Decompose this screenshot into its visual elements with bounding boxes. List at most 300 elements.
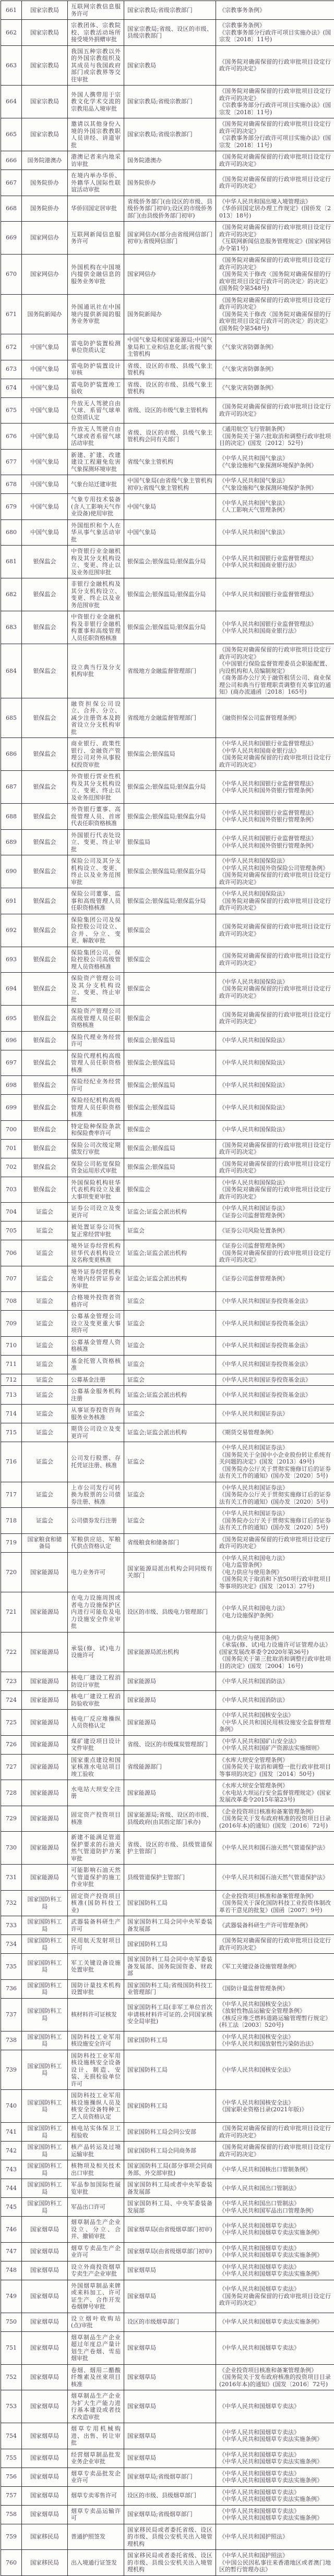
cell-implementing-agency: 国家能源局;省级、设区的市级、县级政府(由其指定部门承办): [124, 1806, 216, 1832]
cell-item-number: 666: [1, 151, 22, 170]
cell-legal-basis: [216, 170, 334, 196]
legal-basis-entry: 《中华人民共和国烟草专卖法》: [219, 2489, 331, 2496]
cell-implementing-agency: 银保监会;银保监局;银保监分局: [124, 804, 216, 830]
cell-item-number: 719: [1, 1533, 22, 1552]
cell-implementing-agency: 国家能源局: [124, 1672, 216, 1691]
cell-item-number: 679: [1, 494, 22, 520]
cell-item-name: 非银行金融机构及其分支机构设立、变更、终止以及业务范围审批: [68, 578, 124, 611]
cell-legal-basis: [216, 1998, 334, 2031]
table-row: [1, 424, 334, 450]
cell-legal-basis: [216, 1120, 334, 1139]
cell-item-name: 外国组织和个人在华从事气象活动审批: [68, 519, 124, 546]
cell-item-number: 742: [1, 2142, 22, 2160]
table-row: [1, 1916, 334, 1935]
cell-legal-basis: [216, 2524, 334, 2550]
legal-basis-entry: 《中华人民共和国证券法》: [219, 1410, 331, 1418]
cell-item-number: 671: [1, 294, 22, 334]
cell-item-name: 烟草专卖品生产企业许可: [68, 2242, 124, 2261]
cell-department: 国务院新闻办: [22, 294, 68, 334]
cell-legal-basis: [216, 644, 334, 698]
legal-basis-entry: 《宗教事务条例》: [219, 22, 331, 29]
cell-department: 银保监会: [22, 1006, 68, 1032]
cell-legal-basis: [216, 1935, 334, 1954]
table-row: [1, 2364, 334, 2390]
cell-item-name: 设立典当行及分支机构审批: [68, 644, 124, 698]
cell-implementing-agency: 银保监会: [124, 973, 216, 1006]
cell-legal-basis: [216, 2364, 334, 2390]
table-row: [1, 1780, 334, 1806]
cell-item-number: 699: [1, 1095, 22, 1121]
table-row: [1, 1050, 334, 1076]
legal-basis-entry: 《国防计量监督管理条例》: [219, 1985, 331, 1992]
cell-implementing-agency: 省级、设区的市级气象主管机构: [124, 397, 216, 424]
table-row: [1, 45, 334, 86]
cell-item-number: 683: [1, 611, 22, 644]
legal-basis-entry: 《互联网新闻信息服务管理规定》(国家网信办令第1号): [219, 238, 331, 252]
legal-basis-entry: 《中华人民共和国银行业监督管理法》: [219, 555, 331, 562]
cell-item-number: 738: [1, 2031, 22, 2050]
cell-department: 中国气象局: [22, 424, 68, 450]
cell-item-number: 689: [1, 829, 22, 855]
table-row: [1, 771, 334, 804]
legal-basis-entry: 《国务院关于第六批取消和调整行政审批项目的决定》(国发〔2012〕52号): [219, 433, 331, 447]
cell-department: 国家移民局: [22, 2524, 68, 2550]
cell-department: 国家国防科工局: [22, 1935, 68, 1954]
cell-item-number: 690: [1, 855, 22, 888]
cell-department: 国家烟草局: [22, 2390, 68, 2423]
table-row: [1, 1592, 334, 1632]
table-row: [1, 1672, 334, 1691]
cell-item-number: 678: [1, 475, 22, 494]
cell-implementing-agency: 设区的市级烟草部门: [124, 2313, 216, 2331]
cell-item-number: 724: [1, 1691, 22, 1710]
cell-legal-basis: [216, 2090, 334, 2123]
cell-department: 国务院侨办: [22, 170, 68, 196]
cell-item-name: 邀请以其他身份入境的外国宗教教职人员讲经、讲道审批: [68, 118, 124, 151]
cell-implementing-agency: 银保监会: [124, 914, 216, 947]
legal-basis-entry: 《华侨回国定居办理工作规定》(国侨发〔2013〕18号): [219, 205, 331, 219]
cell-item-number: 729: [1, 1806, 22, 1832]
legal-basis-entry: 《国务院对确需保留的行政审批项目设定行政许可的决定》: [219, 646, 331, 660]
cell-department: 国家能源局: [22, 1865, 68, 1891]
cell-item-number: 710: [1, 1336, 22, 1355]
legal-basis-entry: 《中华人民共和国证券投资基金法》: [219, 1376, 331, 1384]
cell-item-name: 外国保险机构驻华代表机构设立及重大事项变更审批: [68, 1177, 124, 1203]
table-row: [1, 947, 334, 973]
cell-department: 中国气象局: [22, 519, 68, 546]
legal-basis-entry: 《中华人民共和国护照法》: [219, 2552, 331, 2559]
cell-item-name: 特定险种保险条款和保险费率许可: [68, 1120, 124, 1139]
cell-implementing-agency: 国家宗教局;省级、设区的市级、县级宗教部门: [124, 20, 216, 46]
table-row: [1, 1632, 334, 1672]
cell-legal-basis: [216, 222, 334, 255]
cell-item-number: 703: [1, 1177, 22, 1203]
cell-legal-basis: [216, 2242, 334, 2261]
cell-item-name: 固定资产投资项目核准(国防科技工业): [68, 1890, 124, 1916]
table-row: [1, 888, 334, 914]
cell-implementing-agency: 国家宗教局: [124, 45, 216, 86]
legal-basis-entry: 《中华人民共和国核出口管制条例》: [219, 2166, 331, 2173]
cell-implementing-agency: 国家能源局派出机构: [124, 1632, 216, 1672]
cell-item-name: 军工关键设备设施处置审批: [68, 1954, 124, 1980]
cell-item-number: 737: [1, 1998, 22, 2031]
table-row: [1, 1482, 334, 1508]
cell-implementing-agency: 银保监会;银保监局: [124, 1095, 216, 1121]
legal-basis-entry: 《中华人民共和国消防法》: [219, 1697, 331, 1704]
legal-basis-entry: 《核反应堆乏燃料道路运输管理暂行规定》(科工法〔2003〕520号): [219, 2015, 331, 2029]
cell-legal-basis: [216, 2468, 334, 2486]
cell-item-number: 709: [1, 1311, 22, 1337]
cell-department: 中国气象局: [22, 334, 68, 360]
cell-department: 银保监会: [22, 1158, 68, 1177]
cell-implementing-agency: 省级能源部门: [124, 1754, 216, 1780]
cell-department: 国家粮食和储备局: [22, 1533, 68, 1552]
table-row: [1, 1533, 334, 1552]
cell-department: 证监会: [22, 1203, 68, 1222]
cell-department: 国务院侨办: [22, 196, 68, 222]
cell-implementing-agency: 证监会: [124, 1222, 216, 1240]
cell-legal-basis: [216, 1076, 334, 1095]
legal-basis-entry: 《中华人民共和国银行业监督管理法》: [219, 591, 331, 598]
cell-legal-basis: [216, 494, 334, 520]
cell-department: 国家烟草局: [22, 2331, 68, 2364]
cell-legal-basis: [216, 771, 334, 804]
table-row: [1, 1158, 334, 1177]
cell-implementing-agency: 县级管道保护主管部门: [124, 1865, 216, 1891]
table-row: [1, 644, 334, 698]
cell-implementing-agency: 证监会: [124, 1355, 216, 1374]
legal-basis-entry: 《中华人民共和国证券法》: [219, 1444, 331, 1452]
legal-basis-entry: 《中华人民共和国核安全法》: [219, 2034, 331, 2041]
cell-item-number: 750: [1, 2313, 22, 2331]
cell-item-number: 708: [1, 1292, 22, 1311]
cell-item-name: 在境内举办华侨、外籍华人国际性联谊活动审批: [68, 170, 124, 196]
cell-legal-basis: [216, 20, 334, 46]
table-row: [1, 294, 334, 334]
cell-item-name: 民用航天发射项目许可: [68, 1935, 124, 1954]
cell-legal-basis: [216, 397, 334, 424]
legal-basis-entry: 《国务院关于全国中小企业股份转让系统有关问题的决定》(国发〔2013〕49号): [219, 1452, 331, 1466]
legal-basis-entry: 《中华人民共和国商业银行法》: [219, 627, 331, 635]
cell-implementing-agency: 银保监会: [124, 1006, 216, 1032]
cell-implementing-agency: 省级、设区的市级、县级气象主管机构: [124, 360, 216, 379]
cell-implementing-agency: 中国气象局(由省级气象主管机构初审);省级气象主管机构: [124, 475, 216, 494]
cell-item-name: 互联网新闻信息服务许可: [68, 222, 124, 255]
cell-legal-basis: [216, 1552, 334, 1592]
cell-item-number: 760: [1, 2550, 22, 2576]
legal-basis-entry: 《中华人民共和国银行业监督管理法》: [219, 621, 331, 628]
legal-basis-entry: 《中华人民共和国证券法》: [219, 1484, 331, 1492]
table-row: [1, 1552, 334, 1592]
cell-department: 证监会: [22, 1292, 68, 1311]
legal-basis-entry: 《中华人民共和国商业银行法》: [219, 562, 331, 569]
legal-basis-entry: 《企业投资项目核准和备案管理条例》: [219, 1893, 331, 1900]
legal-basis-entry: 《国务院对确需保留的行政审批项目设定行政许可的决定》: [219, 120, 331, 135]
legal-basis-entry: 《国务院关于修改〈国务院对确需保留的行政审批项目设定行政许可的决定〉的决定》(国务院令第548号): [219, 311, 331, 332]
cell-implementing-agency: 省级地方金融监督管理部门: [124, 644, 216, 698]
cell-legal-basis: [216, 334, 334, 360]
table-row: [1, 2198, 334, 2217]
cell-legal-basis: [216, 1754, 334, 1780]
legal-basis-entry: 《国务院对确需保留的行政审批项目设定行政许可的决定》: [219, 1160, 331, 1175]
cell-department: 银保监会: [22, 855, 68, 888]
legal-basis-entry: 《中华人民共和国烟草专卖法》: [219, 2245, 331, 2252]
cell-department: 银保监会: [22, 1120, 68, 1139]
cell-department: 银保监会: [22, 1031, 68, 1050]
cell-implementing-agency: 国家烟草局: [124, 2449, 216, 2468]
cell-item-name: 保险资产管理公司及其分支机构设立、变更、终止审批: [68, 973, 124, 1006]
legal-basis-entry: 《中华人民共和国保险法》: [219, 1037, 331, 1044]
legal-basis-entry: 《中华人民共和国保险法》: [219, 890, 331, 898]
table-row: [1, 1954, 334, 1980]
cell-implementing-agency: 国家烟草局: [124, 2261, 216, 2280]
table-row: [1, 1, 334, 20]
legal-basis-entry: 《中华人民共和国外资保险公司管理条例》: [219, 865, 331, 872]
cell-implementing-agency: 国家宗教局;省级宗教部门: [124, 1, 216, 20]
cell-item-name: 烟草专卖品运输许可: [68, 2505, 124, 2524]
table-row: [1, 519, 334, 546]
legal-basis-entry: 《中华人民共和国气象法》: [219, 500, 331, 507]
cell-legal-basis: [216, 1203, 334, 1222]
cell-item-name: 烟草制品生产企业设立、分立、合并、撤销审批: [68, 2217, 124, 2243]
legal-basis-entry: 《中华人民共和国烟草专卖法实施条例》: [219, 2252, 331, 2259]
cell-legal-basis: [216, 2505, 334, 2524]
legal-basis-entry: 《国务院对确需保留的行政审批项目设定行政许可的决定》: [219, 224, 331, 238]
legal-basis-entry: 《国务院对确需保留的行政审批项目设定行政许可的决定》: [219, 1536, 331, 1550]
legal-basis-entry: 《电力供应与使用条例》: [219, 1635, 331, 1642]
cell-department: 国家国防科工局: [22, 2123, 68, 2142]
table-row: [1, 475, 334, 494]
cell-legal-basis: [216, 2160, 334, 2179]
cell-implementing-agency: 国家烟草局: [124, 2280, 216, 2313]
cell-item-number: 757: [1, 2486, 22, 2505]
table-row: [1, 2390, 334, 2423]
cell-department: 银保监会: [22, 1095, 68, 1121]
cell-item-number: 721: [1, 1592, 22, 1632]
legal-basis-entry: 《国务院办公厅关于贯彻实施修订后的证券法有关工作的通知》(国办发〔2020〕5号): [219, 1491, 331, 1505]
legal-basis-entry: 《国务院对确需保留的行政审批项目设定行政许可的决定》: [219, 257, 331, 271]
legal-basis-entry: 《中华人民共和国出口管制法》: [219, 2185, 331, 2192]
legal-basis-entry: 《中华人民共和国烟草专卖法实施条例》: [219, 2496, 331, 2503]
cell-item-number: 728: [1, 1780, 22, 1806]
cell-item-name: 国家重点建设和国家核准水电站项目竣工验收: [68, 1754, 124, 1780]
table-row: [1, 1865, 334, 1891]
cell-implementing-agency: 国家宗教局;省级宗教部门: [124, 118, 216, 151]
cell-legal-basis: [216, 2179, 334, 2198]
cell-legal-basis: [216, 379, 334, 397]
legal-basis-entry: 《中华人民共和国证券投资基金法》: [219, 1320, 331, 1327]
cell-department: 证监会: [22, 1482, 68, 1508]
table-row: [1, 118, 334, 151]
table-row: [1, 2550, 334, 2576]
cell-department: 证监会: [22, 1222, 68, 1240]
legal-basis-entry: 《气象灾害防御条例》: [219, 384, 331, 392]
cell-item-name: 升放无人驾驶自由气球、系留气球单位资质认定: [68, 397, 124, 424]
cell-legal-basis: [216, 2390, 334, 2423]
cell-item-number: 681: [1, 546, 22, 578]
table-row: [1, 86, 334, 118]
cell-item-name: 港澳记者来内地采访审批: [68, 151, 124, 170]
cell-item-name: 军品参加国际性展览审批: [68, 2179, 124, 2198]
legal-basis-entry: 《国务院对确需保留的行政审批项目设定行政许可的决定》: [219, 754, 331, 768]
cell-legal-basis: [216, 973, 334, 1006]
cell-implementing-agency: 银保监会: [124, 947, 216, 973]
legal-basis-entry: 《气象设施和气象探测环境保护条例》: [219, 462, 331, 469]
legal-basis-entry: 《中华人民共和国核安全法》: [219, 2099, 331, 2107]
cell-implementing-agency: 国务院侨办: [124, 170, 216, 196]
legal-basis-entry: 《期货交易管理条例》: [219, 1429, 331, 1436]
cell-item-name: 公募基金管理人资格核准: [68, 1336, 124, 1355]
cell-item-name: 互联网宗教信息服务许可: [68, 1, 124, 20]
cell-implementing-agency: 国家国防科工局(部分事项会同商务部、外交部审批): [124, 2160, 216, 2179]
table-row: [1, 1890, 334, 1916]
cell-implementing-agency: 国家国防科工局: [124, 2050, 216, 2090]
cell-implementing-agency: 省级气象主管机构: [124, 449, 216, 475]
cell-department: 证监会: [22, 1386, 68, 1405]
cell-implementing-agency: 省级、设区的市级、县级管道保护主管部门: [124, 1832, 216, 1865]
cell-item-number: 670: [1, 255, 22, 295]
cell-implementing-agency: 证监会: [124, 1374, 216, 1386]
cell-item-name: 气象专用技术装备(含人工影响天气作业设备)使用审批: [68, 494, 124, 520]
cell-department: 国家烟草局: [22, 2217, 68, 2243]
cell-legal-basis: [216, 1442, 334, 1482]
cell-item-name: 外国人携带用于宗教文化学术交流的宗教用品入境审批: [68, 86, 124, 118]
cell-item-name: 普通护照签发: [68, 2524, 124, 2550]
legal-basis-entry: 《放射性物品运输安全管理条例》: [219, 2007, 331, 2015]
cell-department: 银保监会: [22, 698, 68, 738]
table-row: [1, 829, 334, 855]
cell-implementing-agency: 国家烟草局;省级烟草部门: [124, 2468, 216, 2486]
cell-item-name: 外国通讯社在中国境内提供新闻的服务业务审批: [68, 294, 124, 334]
cell-legal-basis: [216, 855, 334, 888]
cell-implementing-agency: 国家烟草局: [124, 2331, 216, 2364]
legal-basis-entry: 《中华人民共和国证券法》: [219, 1510, 331, 1517]
legal-basis-entry: 《证券公司监督管理条例》: [219, 1242, 331, 1250]
cell-item-number: 713: [1, 1386, 22, 1405]
cell-implementing-agency: 银保监会;银保监局;银保监分局: [124, 578, 216, 611]
cell-implementing-agency: 银保监局: [124, 829, 216, 855]
cell-implementing-agency: 国家网信办: [124, 255, 216, 295]
legal-basis-entry: 《国务院对确需保留的行政审批项目设定行政许可的决定》: [219, 1186, 331, 1200]
cell-legal-basis: [216, 2423, 334, 2449]
legal-basis-entry: 《中华人民共和国气象法》: [219, 477, 331, 485]
legal-basis-entry: 《水库大坝安全管理条例》: [219, 1757, 331, 1764]
cell-department: 国家烟草局: [22, 2242, 68, 2261]
cell-implementing-agency: 国务院新闻办: [124, 294, 216, 334]
cell-implementing-agency: 证监会: [124, 1508, 216, 1534]
legal-basis-entry: 《中华人民共和国保险法》: [219, 1179, 331, 1187]
cell-implementing-agency: 证监会: [124, 1336, 216, 1355]
cell-implementing-agency: 银保监会;银保监局: [124, 1139, 216, 1158]
cell-department: 国家国防科工局: [22, 2160, 68, 2179]
legal-basis-entry: 《国务院关于取消和调整一批行政审批项目等事项的决定》(国发〔2014〕50号): [219, 1763, 331, 1777]
legal-basis-entry: 《中华人民共和国银行业监督管理法》: [219, 809, 331, 817]
table-row: [1, 2050, 334, 2090]
table-row: [1, 1355, 334, 1374]
cell-item-name: 上市公司发行可转换为股票的公司债券注册、核准: [68, 1482, 124, 1508]
cell-implementing-agency: 中国气象局: [124, 494, 216, 520]
table-row: [1, 1203, 334, 1222]
legal-basis-entry: 《中华人民共和国烟草专卖法》: [219, 2403, 331, 2410]
cell-item-number: 717: [1, 1482, 22, 1508]
cell-legal-basis: [216, 151, 334, 170]
cell-item-name: 被处置证券公司恢复正常经营审批: [68, 1222, 124, 1240]
legal-basis-entry: 《水电站大坝运行安全监督管理规定》(国家发展改革委令2015年第23号): [219, 1789, 331, 1804]
legal-basis-entry: 《中华人民共和国保险法》: [219, 1126, 331, 1133]
cell-item-name: 外国机构在中国境内提供金融信息的服务业务审批: [68, 255, 124, 295]
cell-item-name: 从事证券投资咨询服务业务核准: [68, 1405, 124, 1423]
legal-basis-entry: 《中华人民共和国外资银行管理条例》: [219, 816, 331, 824]
cell-implementing-agency: 国家能源局: [124, 1710, 216, 1736]
cell-item-number: 751: [1, 2331, 22, 2364]
cell-implementing-agency: 国家能源局派出机构会同同级有关部门: [124, 1552, 216, 1592]
cell-implementing-agency: 国家能源局: [124, 1780, 216, 1806]
table-row: [1, 2160, 334, 2179]
cell-department: 国家烟草局: [22, 2313, 68, 2331]
legal-basis-entry: 《国务院办公厅关于贯彻实施修订后的证券法有关工作的通知》(国办发〔2020〕5号): [219, 1517, 331, 1531]
cell-implementing-agency: 设区的市级、县级烟草部门: [124, 2486, 216, 2505]
cell-item-number: 740: [1, 2090, 22, 2123]
cell-department: 国家国防科工局: [22, 1998, 68, 2031]
legal-basis-entry: 《电力供应与使用条例》: [219, 1569, 331, 1576]
cell-item-number: 747: [1, 2242, 22, 2261]
table-row: [1, 1754, 334, 1780]
cell-department: 银保监会: [22, 947, 68, 973]
legal-basis-entry: 《国务院对确需保留的行政审批项目设定行政许可的决定》: [219, 88, 331, 102]
cell-item-number: 725: [1, 1710, 22, 1736]
cell-department: 银保监会: [22, 914, 68, 947]
table-row: [1, 1240, 334, 1266]
legal-basis-entry: 《国务院对确需保留的行政审批项目设定行政许可的决定》: [219, 923, 331, 937]
table-row: [1, 1095, 334, 1121]
cell-item-name: 我国五种宗教以外的外国宗教组织及其成员与我国政府部门或宗教界等交往审批: [68, 45, 124, 86]
legal-basis-entry: 《中华人民共和国核安全法》: [219, 2066, 331, 2074]
cell-item-name: 水电站大坝安全注册: [68, 1780, 124, 1806]
legal-basis-entry: 《商务部办公厅关于融资租赁公司、商业保理公司和典当行管理职责调整有关事宜的通知》(商办流通函〔2018〕165号): [219, 674, 331, 696]
cell-department: 国家国防科工局: [22, 2179, 68, 2198]
legal-basis-entry: 《中华人民共和国证券投资基金法》: [219, 1361, 331, 1368]
table-row: [1, 2423, 334, 2449]
cell-item-name: 烟草制品生产企业超过年度总产量计划生产卷烟、雪茄烟审批: [68, 2331, 124, 2364]
cell-implementing-agency: 银保监会;银保监局;银保监分局: [124, 546, 216, 578]
cell-legal-basis: [216, 1979, 334, 1998]
cell-department: 银保监会: [22, 1076, 68, 1095]
table-row: [1, 2142, 334, 2160]
legal-basis-entry: 《国务院办公厅关于贯彻实施修订后的证券法有关工作的通知》(国办发〔2020〕5号): [219, 1466, 331, 1480]
cell-legal-basis: [216, 1423, 334, 1442]
cell-department: 国家宗教局: [22, 45, 68, 86]
cell-legal-basis: [216, 804, 334, 830]
legal-basis-entry: 《气象灾害防御条例》: [219, 366, 331, 373]
table-row: [1, 2468, 334, 2486]
cell-department: 中国气象局: [22, 449, 68, 475]
legal-basis-entry: 《国家职业资格目录(2021年版)》: [219, 2106, 331, 2113]
cell-item-number: 711: [1, 1355, 22, 1374]
cell-implementing-agency: 国家国防科工局;省级国防科技工业管理部门: [124, 1979, 216, 1998]
cell-legal-basis: [216, 1177, 334, 1203]
table-row: [1, 255, 334, 295]
cell-legal-basis: [216, 2331, 334, 2364]
legal-basis-entry: 《国务院对确需保留的行政审批项目设定行政许可的决定》: [219, 153, 331, 167]
table-row: [1, 738, 334, 771]
cell-item-name: 保险集团公司及保险控股公司设立、合并、分立、变更、解散审批: [68, 914, 124, 947]
table-row: [1, 2242, 334, 2261]
cell-item-name: 保险公司次级定期债发行审批: [68, 1139, 124, 1158]
cell-legal-basis: [216, 1, 334, 20]
legal-basis-entry: 《中华人民共和国烟草专卖法》: [219, 2222, 331, 2230]
cell-department: 国家能源局: [22, 1632, 68, 1672]
legal-basis-entry: 《国务院对确需保留的行政审批项目设定行政许可的决定》: [219, 1250, 331, 1264]
